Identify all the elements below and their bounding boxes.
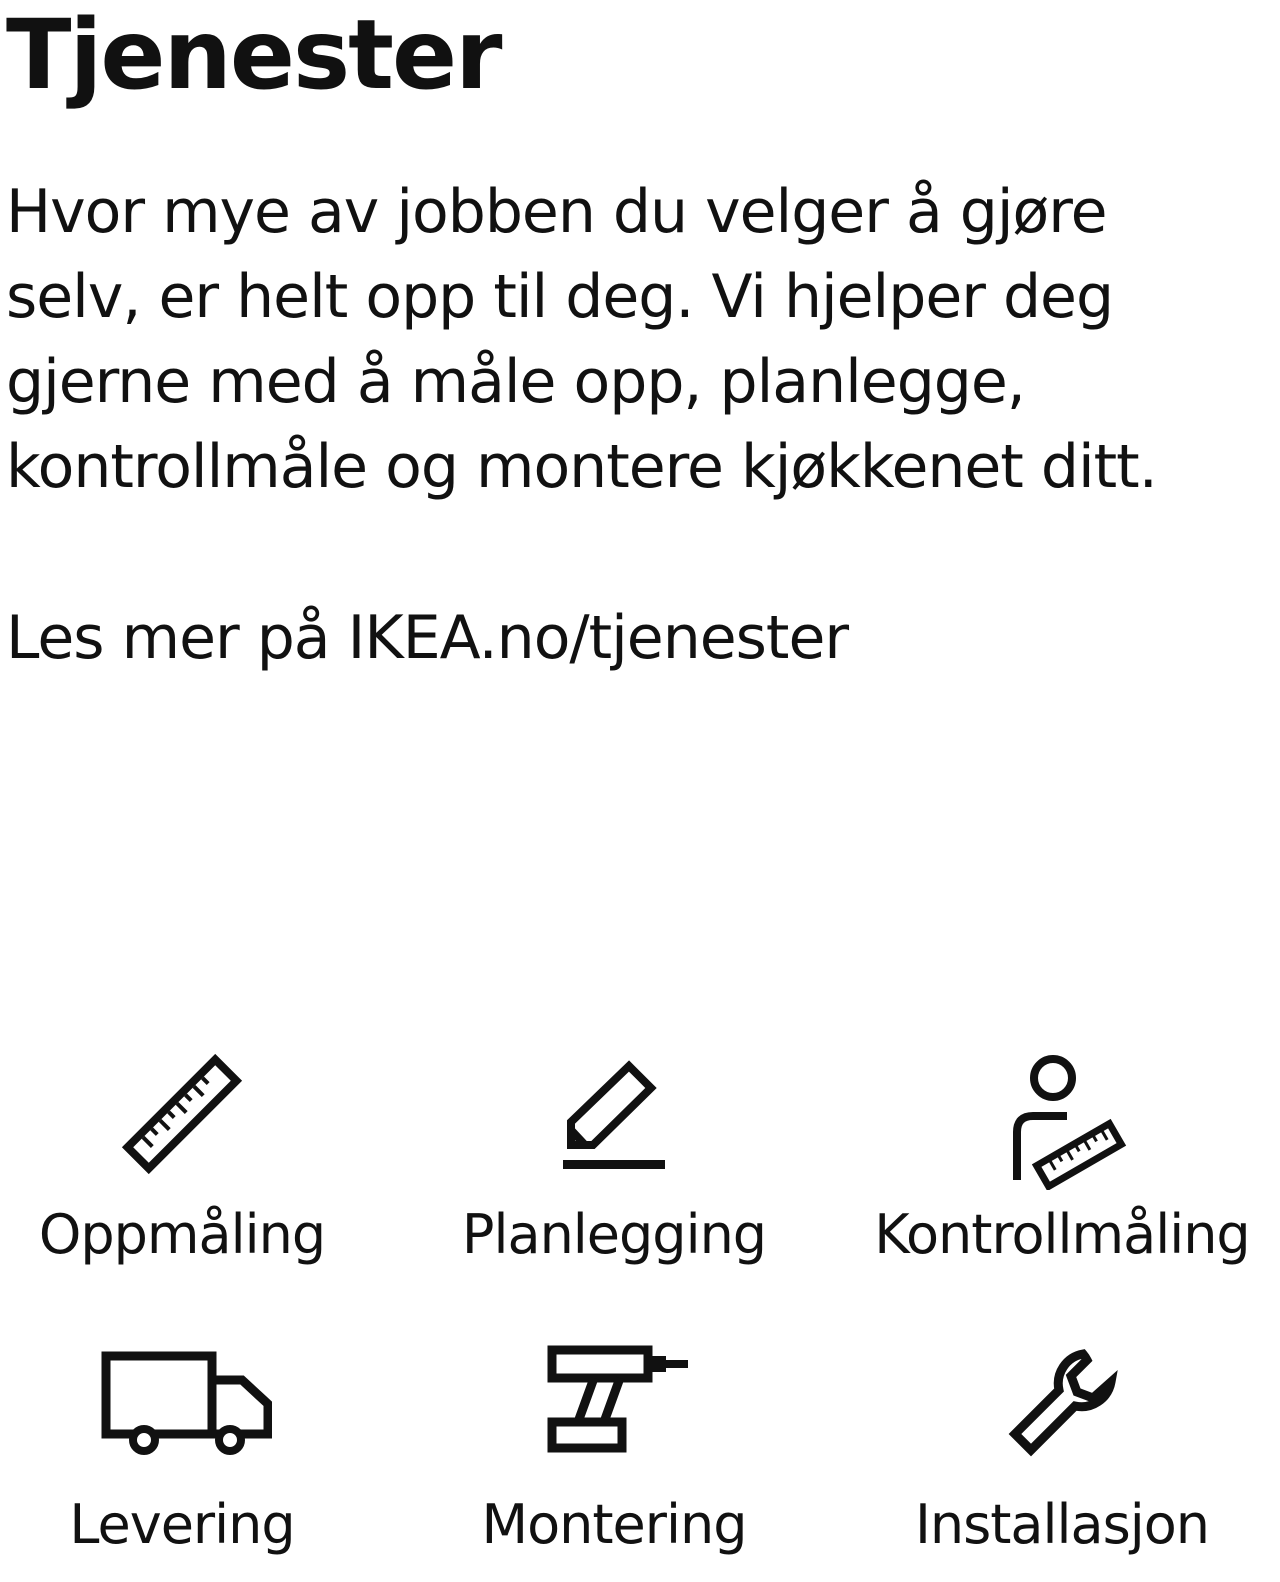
service-label: Planlegging [461,1203,767,1266]
service-levering [0,1340,392,1560]
ruler-icon [117,1050,247,1180]
service-label: Levering [69,1493,295,1556]
pencil-icon [549,1050,679,1180]
services-grid [0,1050,1280,1582]
service-label: Montering [481,1493,747,1556]
service-label: Installasjon [914,1493,1210,1556]
person-ruler-icon [997,1050,1127,1190]
intro-text: Hvor mye av jobben du velger å gjøre selv, er helt opp til deg. Vi hjelper deg gjerne med å måle opp, planlegge, kontrollmåle og montere kjøkkenet ditt. [6,177,1157,502]
service-planlegging [404,1050,824,1270]
wrench-icon [997,1340,1127,1470]
truck-icon [92,1340,272,1460]
page-title: Tjenester [6,0,501,111]
service-installasjon [852,1340,1272,1560]
service-kontrollmaling [852,1050,1272,1270]
drill-icon [534,1340,694,1460]
read-more-link[interactable]: Les mer på IKEA.no/tjenester [6,603,849,673]
service-label: Oppmåling [38,1203,326,1266]
service-label: Kontrollmåling [874,1203,1250,1266]
service-oppmaling [0,1050,392,1270]
service-montering [404,1340,824,1560]
